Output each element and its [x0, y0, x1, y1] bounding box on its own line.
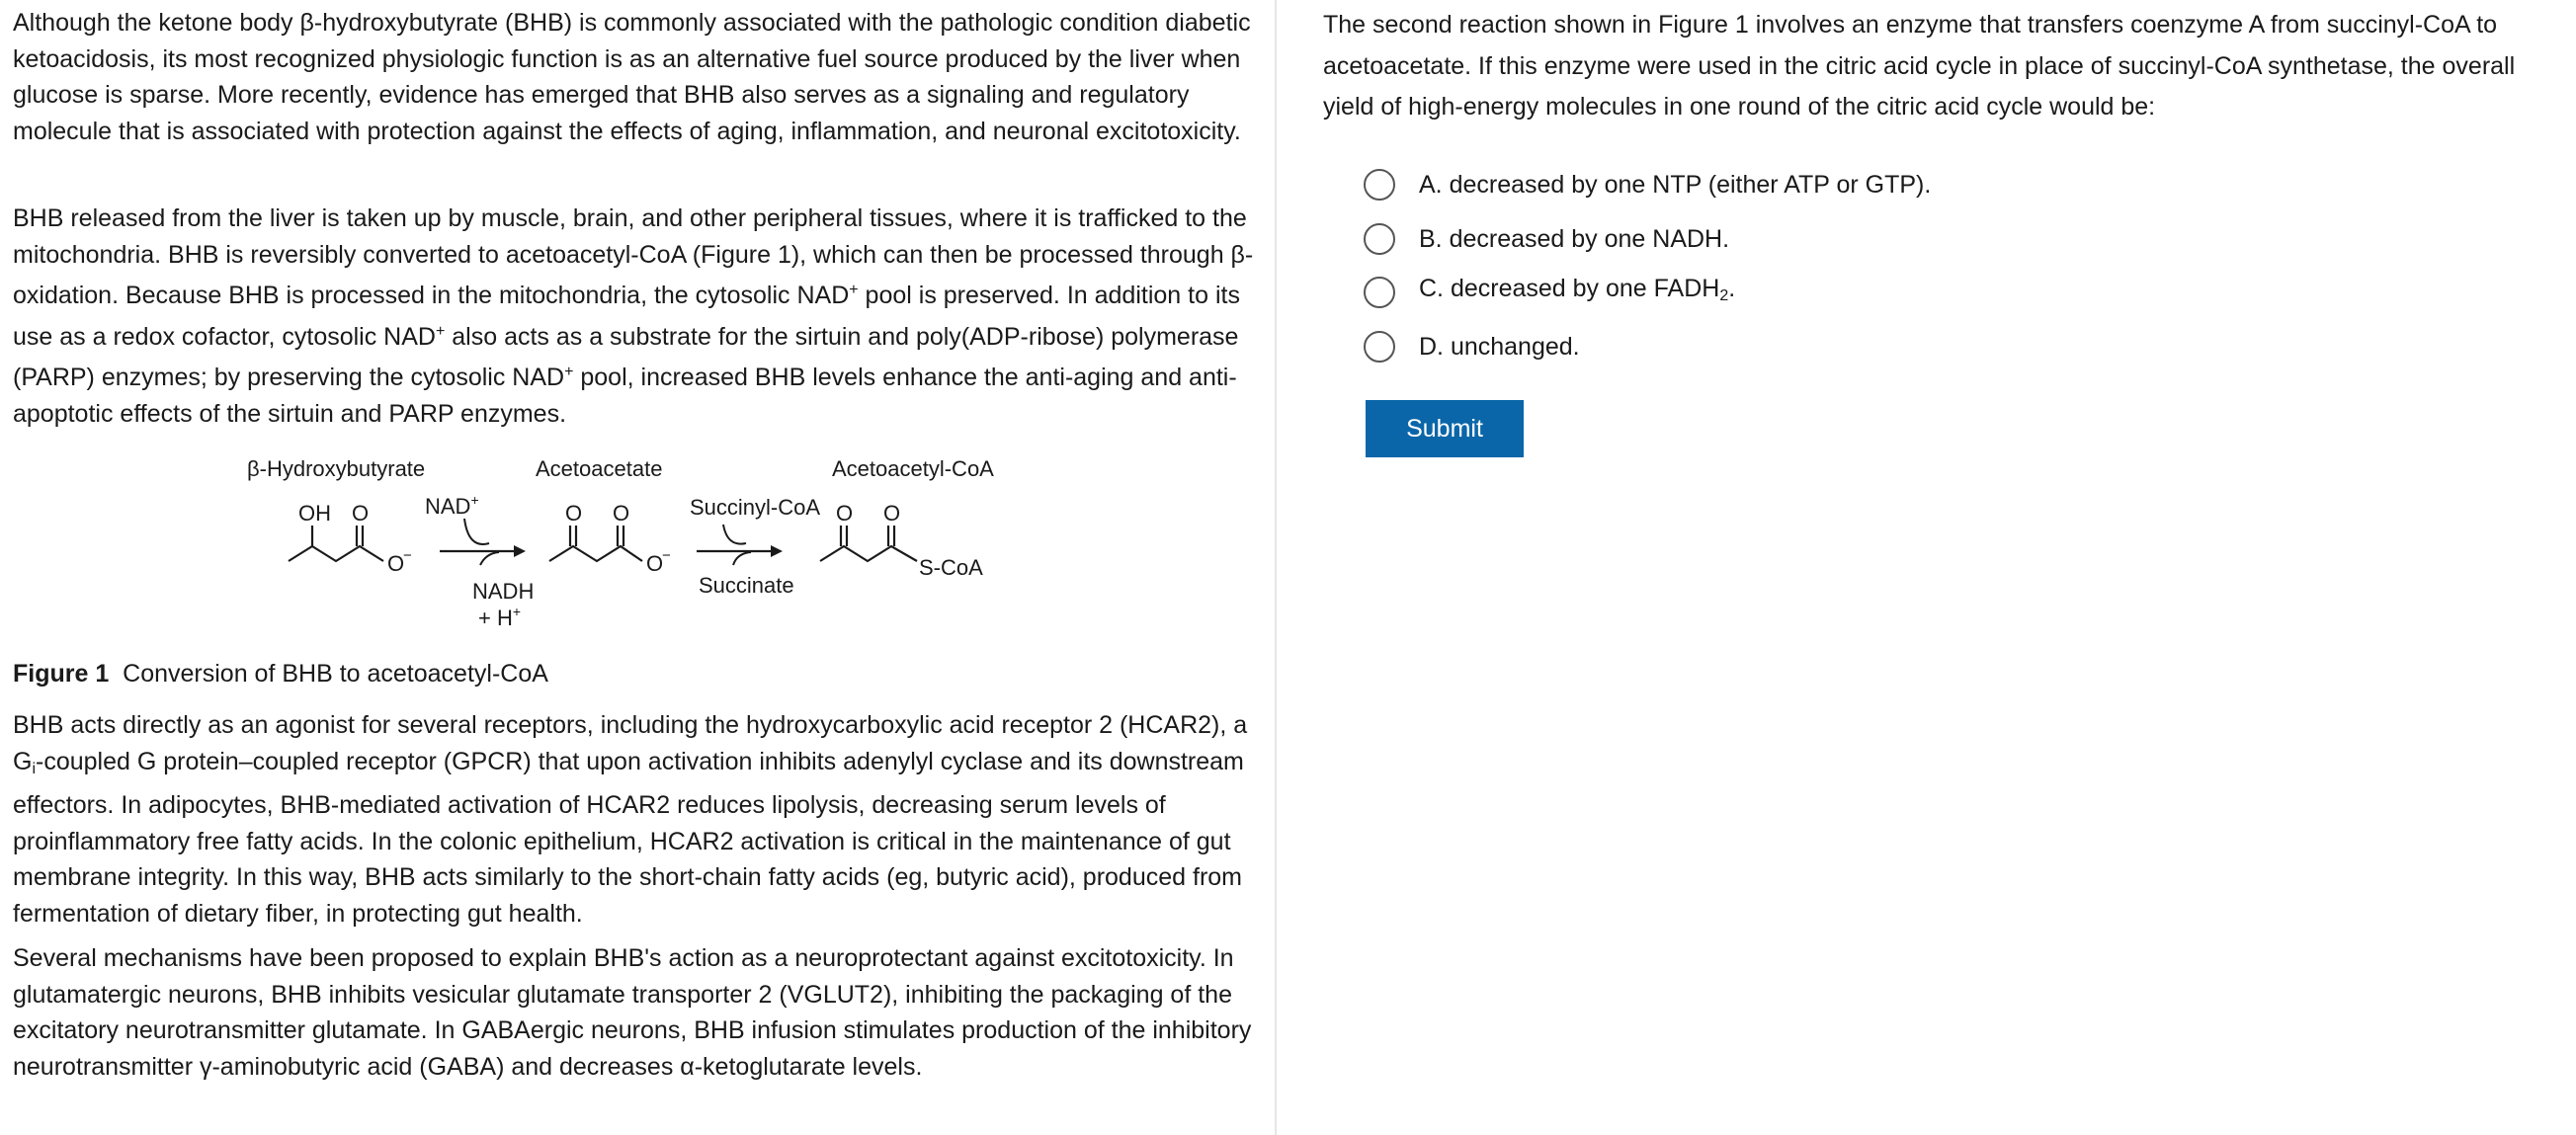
reaction-arrow-2: [697, 525, 783, 565]
compound-acetoacetate-label: Acetoacetate: [536, 456, 663, 481]
acetoacetyl-o2-label: O: [883, 501, 901, 526]
acetoacetyl-coa-structure: [820, 526, 917, 561]
paragraph-3-text-b: -coupled G protein–coupled receptor (GPCR) that upon activation inhibits adenylyl cyclase and its downstream effectors. In adipocytes, BHB-mediated activation of HCAR2 reduces lipolysis, decreasing serum levels of proinflammatory free fatty acids. In the colonic epithelium, HCAR2 activation is critical in the maintenance of gut membrane integrity. In this way, BHB acts similarly to the short-chain fatty acids (eg, butyric acid), produced from fermentation of dietary fiber, in protecting gut health.: [13, 747, 1244, 928]
compound-acetoacetyl-coa-label: Acetoacetyl-CoA: [832, 456, 994, 481]
paragraph-2-text-a: BHB released from the liver is taken up by muscle, brain, and other peripheral tissues, where it is trafficked to the mitochondria. BHB is reversibly converted to acetoacetyl-CoA (Figure 1), which can then be processed through β-oxidation. Because BHB is processed in the mitochondria, the cytosolic NAD: [13, 204, 1254, 310]
answer-option-b[interactable]: [1364, 212, 2451, 267]
question-stem: The second reaction shown in Figure 1 involves an enzyme that transfers coenzyme A from succinyl-CoA to acetoacetate. If this enzyme were used in the citric acid cycle in place of succinyl-CoA synthetase, the overall yield of high-energy molecules in one round of the citric acid cycle would be:: [1323, 11, 2516, 121]
submit-button[interactable]: Submit: [1366, 400, 1524, 457]
paragraph-3-text-a: BHB acts directly as an agonist for several receptors, including the hydroxycarboxylic acid receptor 2 (HCAR2), a G: [13, 711, 1248, 775]
nad-label: NAD+: [425, 492, 479, 519]
passage-panel: [13, 0, 1268, 1135]
succinyl-coa-label: Succinyl-CoA: [690, 495, 821, 520]
answer-option-d[interactable]: [1364, 320, 2451, 374]
option-c-subscript: 2: [1719, 287, 1729, 305]
passage-paragraph-3: [13, 707, 1258, 932]
bhb-oh-label: OH: [298, 501, 331, 526]
radio-b[interactable]: [1364, 223, 1395, 255]
answer-option-c-label: [1419, 273, 1735, 312]
bhb-o-minus-label: O: [387, 551, 405, 576]
answer-option-d-label: D. unchanged.: [1419, 332, 1580, 361]
acetoacetate-structure: [549, 526, 642, 561]
paragraph-2-text-b: pool is preserved. In addition to its use as a redox cofactor, cytosolic NAD: [13, 282, 1240, 351]
paragraph-2-sup-1: +: [849, 282, 859, 299]
bhb-o-label: O: [352, 501, 370, 526]
paragraph-2-sup-3: +: [564, 364, 574, 381]
answer-option-a[interactable]: [1364, 158, 2451, 212]
figure-1-caption: [13, 656, 548, 691]
radio-a[interactable]: [1364, 169, 1395, 201]
bhb-minus-sign: −: [403, 547, 412, 564]
acetoacetate-o1-label: O: [565, 501, 583, 526]
answer-option-b-label: B. decreased by one NADH.: [1419, 224, 1730, 253]
succinate-label: Succinate: [699, 573, 794, 598]
option-c-text: C. decreased by one FADH: [1419, 275, 1720, 303]
nadh-label: NADH: [472, 579, 535, 604]
radio-d[interactable]: [1364, 331, 1395, 363]
acetoacetyl-o1-label: O: [836, 501, 854, 526]
passage-paragraph-2: [13, 201, 1258, 433]
answer-option-c[interactable]: [1364, 266, 2451, 320]
paragraph-2-text-d: pool, increased BHB levels enhance the anti-aging and anti-apoptotic effects of the sirtuin and PARP enzymes.: [13, 364, 1237, 428]
figure-1-reaction-diagram: [247, 443, 1038, 640]
paragraph-2-text-c: also acts as a substrate for the sirtuin and poly(ADP-ribose) polymerase (PARP) enzymes; by preserving the cytosolic NAD: [13, 322, 1239, 392]
s-coa-label: S-CoA: [919, 555, 983, 580]
acetoacetate-o-minus-label: O: [646, 551, 664, 576]
bhb-structure: [289, 526, 383, 561]
option-c-period: .: [1728, 275, 1736, 303]
figure-caption-label: Figure 1: [13, 660, 110, 688]
acetoacetate-o2-label: O: [613, 501, 630, 526]
paragraph-3-sub: i: [32, 760, 37, 777]
panel-divider: [1275, 0, 1277, 1135]
acetoacetate-minus-sign: −: [662, 547, 671, 564]
passage-paragraph-4: Several mechanisms have been proposed to explain BHB's action as a neuroprotectant against excitotoxicity. In glutamatergic neurons, BHB inhibits vesicular glutamate transporter 2 (VGLUT2), inhibiting the packaging of the excitatory neurotransmitter glutamate. In GABAergic neurons, BHB infusion stimulates production of the inhibitory neurotransmitter γ-aminobutyric acid (GABA) and decreases α-ketoglutarate levels.: [13, 944, 1252, 1081]
figure-caption-text: Conversion of BHB to acetoacetyl-CoA: [123, 660, 548, 688]
compound-bhb-label: β-Hydroxybutyrate: [247, 456, 426, 481]
h-plus-label: + H+: [478, 604, 522, 630]
reaction-arrow-1: [440, 519, 526, 565]
paragraph-2-sup-2: +: [435, 322, 446, 340]
radio-c[interactable]: [1364, 277, 1395, 308]
passage-paragraph-1: Although the ketone body β-hydroxybutyrate (BHB) is commonly associated with the pathologic condition diabetic ketoacidosis, its most recognized physiologic function is as an alternative fuel source produced by the liver when glucose is sparse. More recently, evidence has emerged that BHB also serves as a signaling and regulatory molecule that is associated with protection against the effects of aging, inflammation, and neuronal excitotoxicity.: [13, 9, 1251, 145]
answer-option-a-label: A. decreased by one NTP (either ATP or GTP).: [1419, 171, 1932, 200]
answer-options: [1364, 158, 2451, 373]
